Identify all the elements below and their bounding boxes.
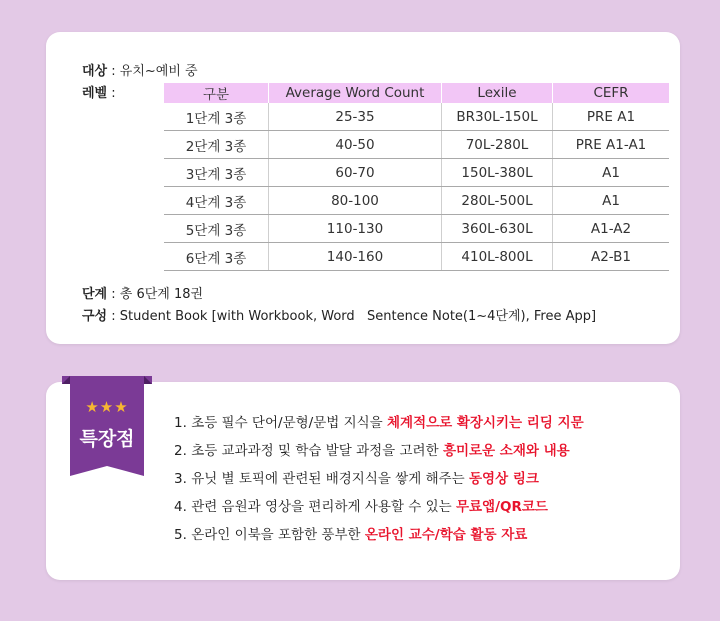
cell-cefr: A2-B1 [553, 243, 670, 271]
cell-word-count: 110-130 [269, 215, 442, 243]
table-row [164, 159, 669, 187]
cell-lexile: 70L-280L [442, 131, 553, 159]
feature-highlight: 온라인 교수/학습 활동 자료 [364, 527, 528, 543]
table-row [164, 187, 669, 215]
cell-word-count: 80-100 [269, 187, 442, 215]
target-value: 유치~예비 중 [119, 64, 198, 79]
table-row [164, 103, 669, 131]
cell-lexile: BR30L-150L [442, 103, 553, 131]
features-badge [62, 376, 152, 476]
list-item [174, 409, 584, 437]
feature-text: 온라인 이북을 포함한 풍부한 [191, 527, 365, 543]
feature-highlight: 체계적으로 확장시키는 리딩 지문 [386, 415, 584, 431]
cell-cefr: A1 [553, 187, 670, 215]
cell-division: 1단계 3종 [164, 103, 269, 131]
cell-word-count: 140-160 [269, 243, 442, 271]
cell-cefr: A1-A2 [553, 215, 670, 243]
composition-label: 구성 [82, 309, 108, 324]
feature-text: 초등 교과과정 및 학습 발달 과정을 고려한 [191, 443, 443, 459]
feature-highlight: 흥미로운 소재와 내용 [442, 443, 570, 459]
list-item [174, 465, 584, 493]
features-list [174, 409, 584, 549]
star-icon: ★★★ [85, 398, 129, 416]
table-row [164, 131, 669, 159]
cell-division: 4단계 3종 [164, 187, 269, 215]
level-label: 레벨 [82, 86, 108, 101]
cell-division: 5단계 3종 [164, 215, 269, 243]
cell-lexile: 360L-630L [442, 215, 553, 243]
col-header-word-count: Average Word Count [269, 83, 442, 103]
feature-highlight: 동영상 링크 [469, 471, 539, 487]
cell-cefr: PRE A1 [553, 103, 670, 131]
target-line: 대상 : 유치~예비 중 [82, 64, 198, 79]
feature-number: 5. [174, 527, 187, 543]
feature-text: 초등 필수 단어/문형/문법 지식을 [191, 415, 387, 431]
table-row [164, 243, 669, 271]
feature-text: 관련 음원과 영상을 편리하게 사용할 수 있는 [191, 499, 456, 515]
cell-word-count: 40-50 [269, 131, 442, 159]
composition-line: 구성 : Student Book [with Workbook, Word Sentence Note(1~4단계), Free App] [82, 309, 597, 324]
steps-line: 단계 : 총 6단계 18권 [82, 287, 204, 302]
target-label: 대상 [82, 64, 108, 79]
list-item [174, 521, 584, 549]
cell-division: 3단계 3종 [164, 159, 269, 187]
cell-lexile: 410L-800L [442, 243, 553, 271]
feature-number: 3. [174, 471, 187, 487]
table-header-row [164, 83, 669, 103]
feature-number: 2. [174, 443, 187, 459]
cell-lexile: 150L-380L [442, 159, 553, 187]
list-item [174, 493, 584, 521]
level-table [164, 83, 669, 271]
feature-number: 1. [174, 415, 187, 431]
steps-label: 단계 [82, 287, 108, 302]
cell-word-count: 60-70 [269, 159, 442, 187]
steps-value: 총 6단계 18권 [119, 287, 204, 302]
table-row [164, 215, 669, 243]
cell-cefr: A1 [553, 159, 670, 187]
composition-value: Student Book [with Workbook, Word Sentence Note(1~4단계), Free App] [119, 309, 597, 324]
cell-cefr: PRE A1-A1 [553, 131, 670, 159]
cell-division: 6단계 3종 [164, 243, 269, 271]
list-item [174, 437, 584, 465]
feature-highlight: 무료앱/QR코드 [455, 499, 548, 515]
col-header-cefr: CEFR [553, 83, 670, 103]
cell-word-count: 25-35 [269, 103, 442, 131]
feature-number: 4. [174, 499, 187, 515]
col-header-division: 구분 [164, 83, 269, 103]
cell-lexile: 280L-500L [442, 187, 553, 215]
feature-text: 유닛 별 토픽에 관련된 배경지식을 쌓게 해주는 [191, 471, 470, 487]
level-line: 레벨 : [82, 86, 116, 101]
product-info-card [46, 32, 680, 344]
cell-division: 2단계 3종 [164, 131, 269, 159]
col-header-lexile: Lexile [442, 83, 553, 103]
badge-title: 특장점 [79, 428, 135, 450]
